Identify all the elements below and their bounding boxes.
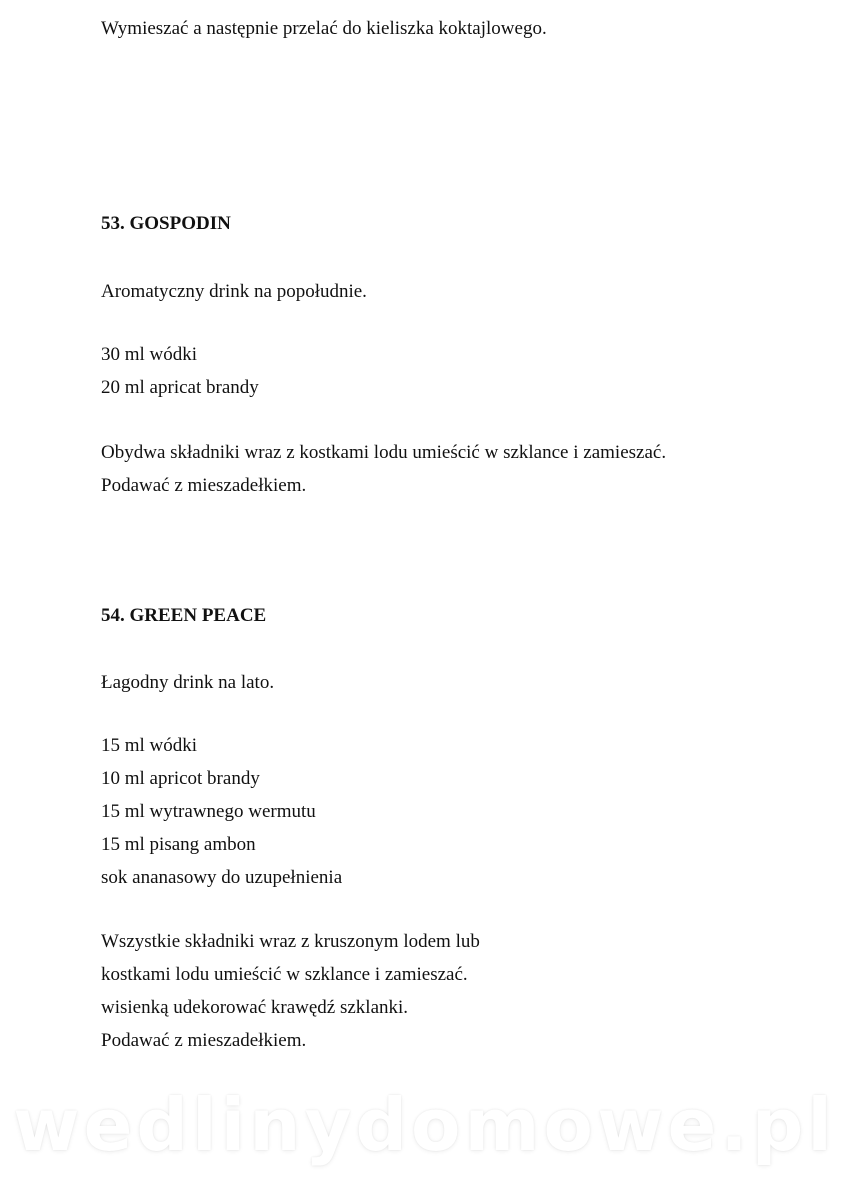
ingredient-line: 15 ml wódki xyxy=(101,735,198,756)
intro-instruction-line: Wymieszać a następnie przelać do kieliszka koktajlowego. xyxy=(101,18,547,39)
instruction-line: wisienką udekorować krawędź szklanki. xyxy=(101,997,409,1018)
instruction-line: kostkami lodu umieścić w szklance i zamieszać. xyxy=(101,964,468,985)
watermark: wedlinydomowe.pl xyxy=(13,1083,836,1167)
recipe-title: 53. GOSPODIN xyxy=(101,213,231,234)
recipe-title: 54. GREEN PEACE xyxy=(101,605,267,626)
recipe-description: Aromatyczny drink na popołudnie. xyxy=(101,281,367,302)
instruction-line: Wszystkie składniki wraz z kruszonym lodem lub xyxy=(101,931,480,952)
ingredient-line: 20 ml apricat brandy xyxy=(101,377,259,398)
recipe-description: Łagodny drink na lato. xyxy=(101,672,275,693)
ingredient-line: 10 ml apricot brandy xyxy=(101,768,260,789)
ingredient-line: 15 ml pisang ambon xyxy=(101,834,256,855)
instruction-line: Podawać z mieszadełkiem. xyxy=(101,1030,307,1051)
instruction-line: Obydwa składniki wraz z kostkami lodu umieścić w szklance i zamieszać. xyxy=(101,442,667,463)
instruction-line: Podawać z mieszadełkiem. xyxy=(101,475,307,496)
ingredient-line: sok ananasowy do uzupełnienia xyxy=(101,867,343,888)
ingredient-line: 15 ml wytrawnego wermutu xyxy=(101,801,316,822)
ingredient-line: 30 ml wódki xyxy=(101,344,198,365)
